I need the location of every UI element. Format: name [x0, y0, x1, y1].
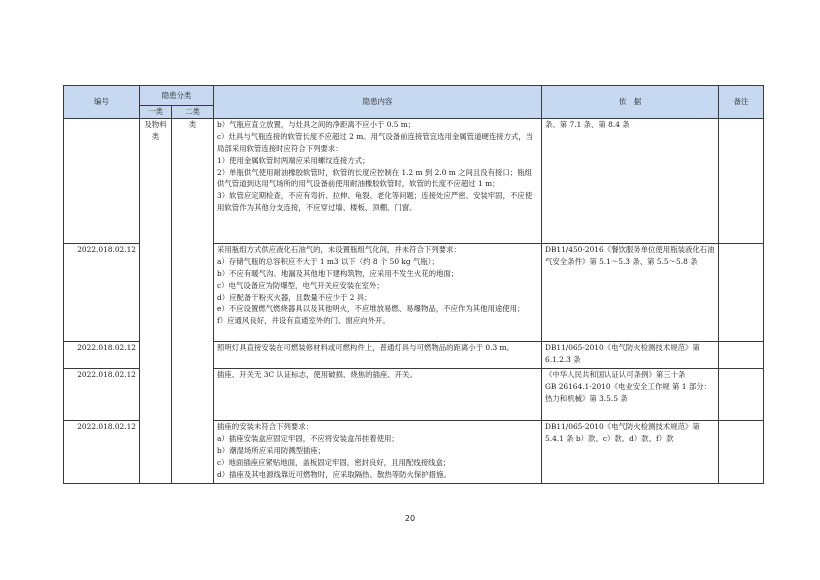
content-line: 3）软管应定期检查，不应有弯折、拉伸、龟裂、老化等问题；连接处应严密、安装牢固，不应使用软管作为其他分支连接，不应穿过墙、楼板、顶棚、门窗。 — [217, 191, 533, 213]
row-number-cell: 2022.018.02.12 — [64, 420, 140, 483]
row-number-cell: 2022.018.02.12 — [64, 368, 140, 420]
row-number-cell — [64, 118, 140, 243]
row-number-cell: 2022.018.02.12 — [64, 341, 140, 368]
remark-cell — [719, 118, 764, 243]
basis-cell: DB11/065-2010《电气防火检测技术规范》第 6.1.2.3 条 — [542, 341, 719, 368]
hazard-content-cell — [214, 420, 542, 483]
class1-cell: 及物料类 — [140, 118, 172, 483]
content-line: b）不应有暖气沟、地漏及其他地下建构筑物，应采用不发生火花的地面； — [217, 268, 459, 278]
basis-cell — [542, 368, 719, 420]
page-number: 20 — [404, 514, 416, 523]
header-category: 隐患分类 — [140, 86, 214, 106]
content-line: c）地面插座应紧贴地面，盖板固定牢固，密封良好，且用配线接线盒； — [217, 457, 451, 467]
content-line: f）应通风良好，并设有直通室外的门、窗应向外开。 — [217, 316, 390, 326]
basis-line: GB 26164.1-2010《电业安全工作规 第 1 部分：热力和机械》第 3.5.5 条 — [545, 381, 712, 403]
remark-cell — [719, 368, 764, 420]
content-line: c）电气设备应为防爆型，电气开关应安装在室外； — [217, 280, 384, 290]
basis-line: 《中华人民共和国认证认可条例》第三十条 — [545, 369, 686, 379]
content-line: a）插座安装盒应固定牢固，不应将安装盒吊挂着使用； — [217, 433, 399, 443]
content-line: b）气瓶应直立放置，与灶具之间的净距离不应小于 0.5 m； — [217, 119, 416, 129]
hazard-content-cell — [214, 243, 542, 341]
basis-cell: 条、第 7.1 条、第 8.4 条 — [542, 118, 719, 243]
hazard-content-cell: 照明灯具直接安装在可燃装修材料或可燃构件上，普通灯具与可燃物品的距离小于 0.3 m。 — [214, 341, 542, 368]
remark-cell — [719, 341, 764, 368]
header-class1: 一类 — [140, 106, 172, 119]
content-line: d）插座及其电源线靠近可燃物时，应采取隔热、散热等防火保护措施。 — [217, 469, 451, 479]
hazard-table — [63, 85, 764, 484]
class2-cell: 类 — [172, 118, 214, 483]
content-line: 采用瓶组方式供应液化石油气的，未设置瓶组气化间，并未符合下列要求： — [217, 244, 461, 254]
content-line: c）灶具与气瓶连接的软管长度不应超过 2 m。用气设备前连接管宜选用金属管道硬连接方式，当局部采用软管连接时应符合下列要求： — [217, 131, 534, 153]
header-remark: 备注 — [719, 86, 764, 119]
hazard-content-cell — [214, 118, 542, 243]
content-line: b）潮湿场所应采用防溅型插座； — [217, 445, 326, 455]
basis-cell: DB11/065-2010《电气防火检测技术规范》第 5.4.1 条 b）款、c）款、d）款、f）款 — [542, 420, 719, 483]
content-line: 1）使用金属软管时两端应采用螺纹连接方式； — [217, 155, 370, 165]
content-line: a）存储气瓶的总容积应不大于 1 m3 以下（约 8 个 50 kg 气瓶）； — [217, 256, 439, 266]
content-line: 插座的安装未符合下列要求： — [217, 421, 314, 431]
table-row — [64, 118, 764, 243]
header-content: 隐患内容 — [214, 86, 542, 119]
content-line: d）应配备干粉灭火器，且数量不应少于 2 具； — [217, 292, 372, 302]
content-line: e）不应设置燃气燃烧器具以及其他明火，不应堆放易燃、易爆物品，不应作为其他用途使用； — [217, 304, 525, 314]
row-number-cell: 2022.018.02.12 — [64, 243, 140, 341]
header-basis: 依 据 — [542, 86, 719, 119]
hazard-content-cell: 插座、开关无 3C 认证标志，使用破损、烧焦的插座、开关。 — [214, 368, 542, 420]
header-class2: 二类 — [172, 106, 214, 119]
basis-cell: DB11/450-2016《餐饮服务单位使用瓶装液化石油气安全条件》第 5.1～5.3 条、第 5.5～5.8 条 — [542, 243, 719, 341]
remark-cell — [719, 420, 764, 483]
header-number: 编号 — [64, 86, 140, 119]
content-line: 2）单瓶供气使用耐油橡胶软管时，软管的长度应控制在 1.2 m 到 2.0 m 之间且没有接口；瓶组供气管道到达用气场所的用气设备前使用耐油橡胶软管时，软管的长度不应超过 1 m； — [217, 167, 533, 189]
remark-cell — [719, 243, 764, 341]
